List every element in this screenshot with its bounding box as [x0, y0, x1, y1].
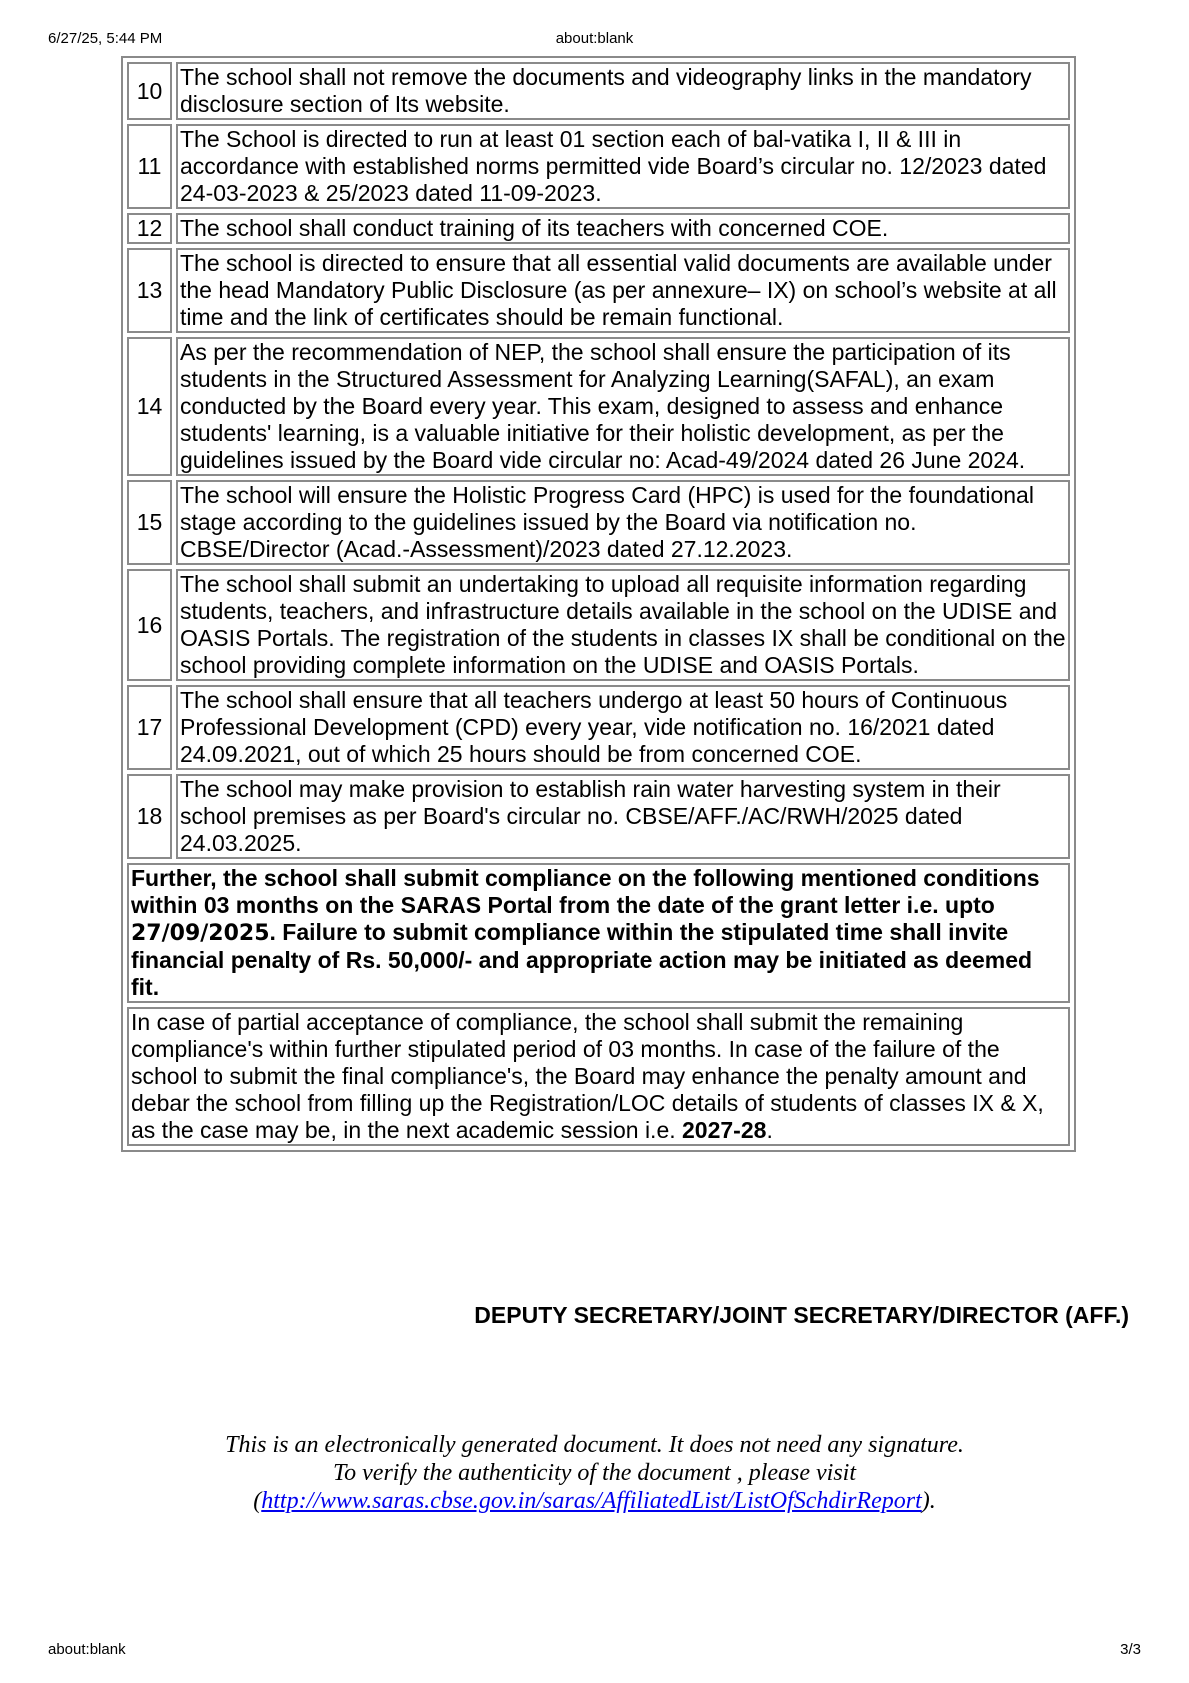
condition-number: 15 [127, 480, 172, 565]
compliance-text-after: . Failure to submit compliance within the stipulated time shall invite financial penalty of Rs. 50,000/- and appropriate action may be initiated as deemed fit. [131, 919, 1033, 1000]
condition-number: 11 [127, 124, 172, 209]
condition-row [127, 62, 1070, 120]
condition-number: 16 [127, 569, 172, 681]
condition-row [127, 480, 1070, 565]
condition-text: The school shall conduct training of its teachers with concerned COE. [176, 213, 1070, 244]
compliance-deadline-note [127, 863, 1070, 1003]
partial-compliance-note [127, 1007, 1070, 1146]
compliance-text-before: Further, the school shall submit compliance on the following mentioned conditions within 03 months on the SARAS Portal from the date of the grant letter i.e. upto [131, 865, 1040, 918]
condition-row [127, 248, 1070, 333]
condition-row [127, 774, 1070, 859]
condition-row [127, 569, 1070, 681]
footnote-close-paren: ). [921, 1488, 936, 1514]
print-footer-url: about:blank [48, 1641, 126, 1658]
condition-number: 12 [127, 213, 172, 244]
page-number: 3/3 [1120, 1641, 1141, 1658]
signatory-title: DEPUTY SECRETARY/JOINT SECRETARY/DIRECTOR (AFF.) [474, 1302, 1129, 1328]
condition-text: The school may make provision to establish rain water harvesting system in their school premises as per Board's circular no. CBSE/AFF./AC/RWH/2025 dated 24.03.2025. [176, 774, 1070, 859]
condition-text: The School is directed to run at least 01 section each of bal-vatika I, II & III in accordance with established norms permitted vide Board’s circular no. 12/2023 dated 24-03-2023 & 25/2023 dated 11-09-2023. [176, 124, 1070, 209]
condition-text: The school will ensure the Holistic Progress Card (HPC) is used for the foundational stage according to the guidelines issued by the Board via notification no. CBSE/Director (Acad.-Assessment)/2023 dated 27.12.2023. [176, 480, 1070, 565]
condition-number: 17 [127, 685, 172, 770]
conditions-table [121, 56, 1076, 1152]
compliance-deadline-row [127, 863, 1070, 1003]
footnote-line-3 [0, 1487, 1189, 1515]
condition-row [127, 213, 1070, 244]
compliance-deadline-date: 27/09/2025 [131, 921, 270, 946]
academic-session: 2027-28 [682, 1117, 767, 1143]
condition-text: The school shall not remove the documents and videography links in the mandatory disclosure section of Its website. [176, 62, 1070, 120]
print-page-title: about:blank [555, 30, 634, 47]
partial-compliance-text: In case of partial acceptance of compliance, the school shall submit the remaining compliance's within further stipulated period of 03 months. In case of the failure of the school to submit the final compliance's, the Board may enhance the penalty amount and debar the school from filling up the Registration/LOC details of students of classes IX & X, as the case may be, in the next academic session i.e. [131, 1009, 1044, 1143]
footnote-line-1: This is an electronically generated document. It does not need any signature. [225, 1432, 964, 1458]
print-footer [48, 1641, 1141, 1661]
condition-row [127, 685, 1070, 770]
print-timestamp: 6/27/25, 5:44 PM [48, 30, 163, 47]
print-header [48, 30, 1141, 50]
condition-number: 13 [127, 248, 172, 333]
condition-number: 14 [127, 337, 172, 476]
partial-compliance-end: . [766, 1117, 773, 1143]
condition-text: As per the recommendation of NEP, the school shall ensure the participation of its students in the Structured Assessment for Analyzing Learning(SAFAL), an exam conducted by the Board every year. This exam, designed to assess and enhance students' learning, is a valuable initiative for their holistic development, as per the guidelines issued by the Board vide circular no: Acad-49/2024 dated 26 June 2024. [176, 337, 1070, 476]
footnote-open-paren: ( [253, 1488, 262, 1514]
condition-text: The school shall ensure that all teachers undergo at least 50 hours of Continuous Professional Development (CPD) every year, vide notification no. 16/2021 dated 24.09.2021, out of which 25 hours should be from concerned COE. [176, 685, 1070, 770]
verification-footnote [0, 1431, 1189, 1515]
condition-row [127, 124, 1070, 209]
condition-number: 18 [127, 774, 172, 859]
condition-text: The school is directed to ensure that all essential valid documents are available under the head Mandatory Public Disclosure (as per annexure– IX) on school’s website at all time and the link of certificates should be remain functional. [176, 248, 1070, 333]
verification-link[interactable]: http://www.saras.cbse.gov.in/saras/AffiliatedList/ListOfSchdirReport [261, 1488, 922, 1514]
footnote-line-2: To verify the authenticity of the document , please visit [333, 1460, 856, 1486]
condition-number: 10 [127, 62, 172, 120]
partial-compliance-row [127, 1007, 1070, 1146]
condition-row [127, 337, 1070, 476]
condition-text: The school shall submit an undertaking to upload all requisite information regarding students, teachers, and infrastructure details available in the school on the UDISE and OASIS Portals. The registration of the students in classes IX shall be conditional on the school providing complete information on the UDISE and OASIS Portals. [176, 569, 1070, 681]
